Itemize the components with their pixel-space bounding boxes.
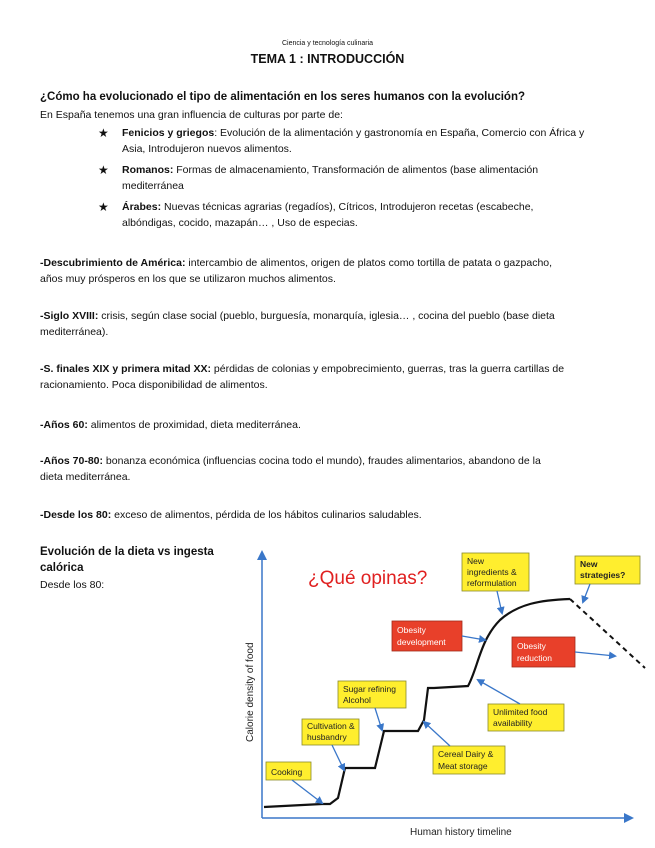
- label-new-ingredients: [462, 553, 529, 591]
- label-unlimited-food: [488, 704, 564, 731]
- label-sugar-refining: [338, 681, 406, 708]
- section-term: -Descubrimiento de América:: [40, 257, 186, 269]
- evolution-title-line: calórica: [40, 562, 84, 574]
- svg-text:New: New: [580, 559, 598, 569]
- section-text-cont: racionamiento. Poca disponibilidad de alimentos.: [40, 379, 268, 391]
- bullet-text: Evolución de la alimentación y gastronomía en España, Comercio con África y: [220, 127, 585, 139]
- section-term: -Desde los 80:: [40, 509, 112, 521]
- label-obesity-development: [392, 621, 462, 651]
- star-icon: ★: [98, 200, 109, 214]
- star-icon: ★: [98, 163, 109, 177]
- svg-text:availability: availability: [493, 718, 533, 728]
- evolution-title-line: Evolución de la dieta vs ingesta: [40, 546, 214, 558]
- bullet-text: Formas de almacenamiento, Transformación de alimentos (base alimentación: [176, 164, 539, 176]
- bullet-term: Fenicios y griegos: [122, 127, 215, 139]
- svg-text:Alcohol: Alcohol: [343, 695, 371, 705]
- svg-text:Unlimited food: Unlimited food: [493, 707, 548, 717]
- svg-text:reformulation: reformulation: [467, 578, 517, 588]
- svg-text:Cultivation &: Cultivation &: [307, 721, 355, 731]
- bullet-sep: :: [214, 127, 221, 139]
- projection-dashed-line: [570, 599, 645, 668]
- svg-text:Obesity: Obesity: [517, 641, 546, 651]
- section-text: pérdidas de colonias y empobrecimiento, guerras, tras la guerra cartillas de: [210, 363, 565, 375]
- section-term: -Años 60:: [40, 419, 88, 431]
- section-text: crisis, según clase social (pueblo, burguesía, monarquía, iglesia… , cocina del pueblo (base dieta: [98, 310, 555, 322]
- bullet-text-cont: mediterránea: [122, 179, 184, 192]
- section-text: alimentos de proximidad, dieta mediterránea.: [87, 419, 301, 431]
- section-term: -Siglo XVIII:: [40, 310, 99, 322]
- bullet-text: Nuevas técnicas agrarias (regadíos), Cítricos, Introdujeron recetas (escabeche,: [164, 201, 534, 213]
- bullet-term: Árabes:: [122, 201, 162, 213]
- svg-text:Cereal Dairy &: Cereal Dairy &: [438, 749, 494, 759]
- label-cooking: [266, 762, 311, 780]
- x-axis-label: Human history timeline: [410, 827, 512, 838]
- main-question: ¿Cómo ha evolucionado el tipo de alimentación en los seres humanos con la evolución?: [40, 91, 526, 103]
- svg-text:Sugar refining: Sugar refining: [343, 684, 396, 694]
- svg-text:Obesity: Obesity: [397, 625, 426, 635]
- diagram-question: ¿Qué opinas?: [308, 568, 428, 589]
- intro-lead: En España tenemos una gran influencia de culturas por parte de:: [40, 109, 343, 121]
- svg-text:ingredients &: ingredients &: [467, 567, 517, 577]
- svg-text:strategies?: strategies?: [580, 570, 626, 580]
- y-axis-label: Calorie density of food: [245, 642, 256, 742]
- section-text-cont: dieta mediterránea.: [40, 471, 131, 483]
- bullet-term: Romanos:: [122, 164, 174, 176]
- svg-text:husbandry: husbandry: [307, 732, 347, 742]
- bullet-text-cont: Asia, Introdujeron nuevos alimentos.: [122, 142, 292, 155]
- svg-text:reduction: reduction: [517, 653, 552, 663]
- star-icon: ★: [98, 126, 109, 140]
- evolution-subtitle: Desde los 80:: [40, 579, 105, 591]
- section-term: -Años 70-80:: [40, 455, 104, 467]
- section-text: bonanza económica (influencias cocina todo el mundo), fraudes alimentarios, abandono de la: [103, 455, 541, 467]
- svg-text:Meat storage: Meat storage: [438, 761, 488, 771]
- section-text-cont: años muy prósperos en los que se utilizaron muchos alimentos.: [40, 273, 336, 285]
- label-cultivation: [302, 719, 359, 745]
- section-text: intercambio de alimentos, origen de platos como tortilla de patata o gazpacho,: [185, 257, 553, 269]
- page-title: TEMA 1 : INTRODUCCIÓN: [250, 52, 405, 66]
- section-text-cont: mediterránea).: [40, 326, 109, 338]
- label-new-strategies: [575, 556, 640, 584]
- svg-text:Cooking: Cooking: [271, 767, 303, 777]
- section-text: exceso de alimentos, pérdida de los hábitos culinarios saludables.: [111, 509, 422, 521]
- section-term: -S. finales XIX y primera mitad XX:: [40, 363, 211, 375]
- label-obesity-reduction: [512, 637, 575, 667]
- label-cereal-dairy: [433, 746, 505, 774]
- bullet-text-cont: albóndigas, cocido, mazapán… , Uso de especias.: [122, 216, 358, 229]
- svg-text:New: New: [467, 556, 485, 566]
- svg-text:development: development: [397, 637, 446, 647]
- course-name: Ciencia y tecnología culinaria: [281, 40, 374, 47]
